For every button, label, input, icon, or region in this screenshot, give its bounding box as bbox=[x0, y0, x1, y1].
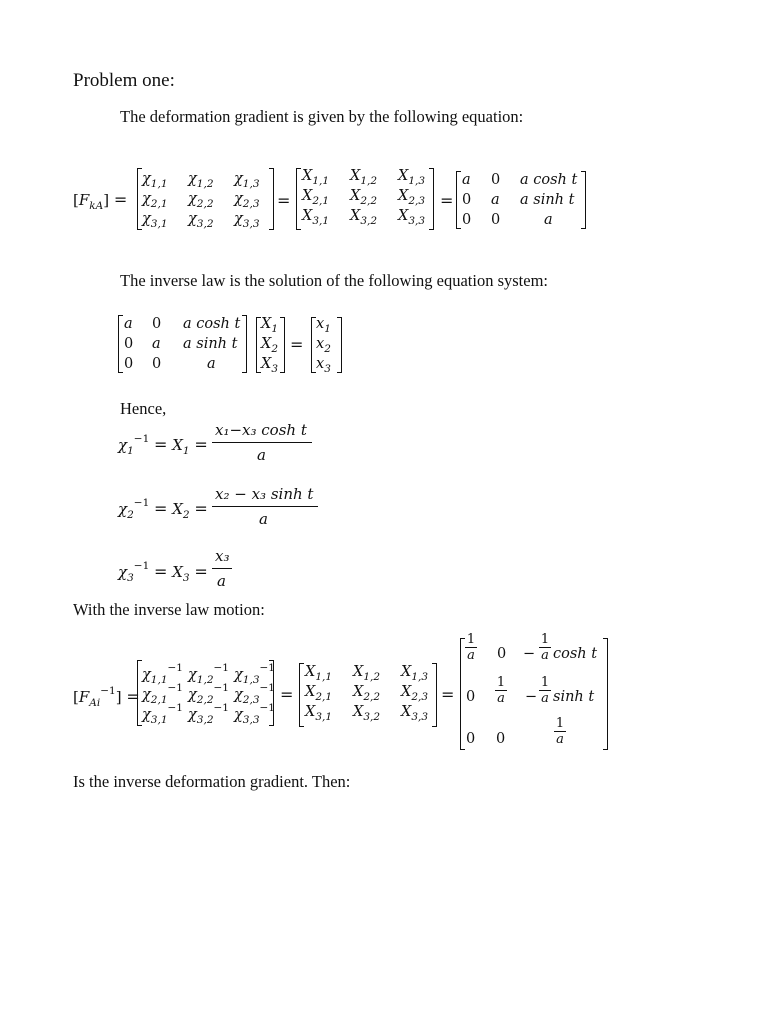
eq2-coeff-cell-3-3: a bbox=[207, 356, 216, 372]
eq3-X-cell-3-2: $X_{3,2}$ bbox=[353, 704, 381, 723]
eq3-chi-cell-2-2: $\chi_{2,2}^{-1}$ bbox=[188, 682, 229, 706]
eq1-result-cell-2-2: a bbox=[491, 192, 500, 208]
eq3-X-cell-2-1: $X_{2,1}$ bbox=[305, 684, 333, 703]
eq1-result-cell-1-2: 0 bbox=[491, 172, 501, 188]
eq3-result-1-1: 1 a bbox=[466, 632, 476, 663]
inverse-intro-paragraph: The inverse law is the solution of the following equation system: bbox=[120, 271, 549, 290]
sol2-lhs: $\chi_2^{-1} = X_2$ = bbox=[118, 497, 208, 521]
eq3-X-cell-1-1: $X_{1,1}$ bbox=[305, 664, 333, 683]
sol2-denominator: a bbox=[259, 510, 268, 528]
eq3-X-cell-3-3: $X_{3,3}$ bbox=[401, 704, 429, 723]
eq1-result-cell-1-3: a cosh t bbox=[520, 172, 578, 188]
eq3-result-2-3-minus: − bbox=[525, 689, 538, 705]
eq3-result-2-3-frac: 1 a bbox=[540, 675, 550, 706]
eq3-result-2-2: 1 a bbox=[496, 675, 506, 706]
eq3-result-3-2: 0 bbox=[496, 731, 506, 747]
eq1-chi-cell-1-1: $\chi_{1,1}$ bbox=[142, 171, 168, 190]
problem-heading: Problem one: bbox=[73, 70, 175, 91]
eq2-coeff-cell-3-2: 0 bbox=[152, 356, 162, 372]
eq1-X-cell-2-3: $X_{2,3}$ bbox=[398, 188, 426, 207]
sol3-denominator: a bbox=[217, 572, 226, 590]
eq3-equals-1: = bbox=[280, 685, 294, 704]
eq3-result-3-3: 1 a bbox=[555, 716, 565, 747]
eq3-X-cell-3-1: $X_{3,1}$ bbox=[305, 704, 333, 723]
conclusion-paragraph: Is the inverse deformation gradient. Then: bbox=[73, 772, 351, 791]
eq1-X-cell-1-2: $X_{1,2}$ bbox=[350, 168, 378, 187]
eq2-coeff-cell-3-1: 0 bbox=[124, 356, 134, 372]
eq2-coeff-cell-1-2: 0 bbox=[152, 316, 162, 332]
eq3-chi-cell-2-1: $\chi_{2,1}^{-1}$ bbox=[142, 682, 183, 706]
eq2-coeff-cell-2-3: a sinh t bbox=[183, 336, 238, 352]
eq2-X-cell-3: $X_3$ bbox=[261, 356, 279, 375]
eq1-X-cell-2-2: $X_{2,2}$ bbox=[350, 188, 378, 207]
eq3-result-1-2: 0 bbox=[497, 646, 507, 662]
eq3-chi-cell-3-3: $\chi_{3,3}^{-1}$ bbox=[234, 702, 275, 726]
with-inverse-paragraph: With the inverse law motion: bbox=[73, 600, 265, 619]
eq3-X-cell-2-3: $X_{2,3}$ bbox=[401, 684, 429, 703]
eq1-X-cell-1-1: $X_{1,1}$ bbox=[302, 168, 330, 187]
eq3-result-2-3-sinh: sinh t bbox=[553, 689, 595, 705]
eq3-result-1-3-frac: 1 a bbox=[540, 632, 550, 663]
sol2-numerator: x₂ − x₃ sinh t bbox=[215, 485, 314, 503]
eq1-result-cell-3-3: a bbox=[544, 212, 553, 228]
eq1-result-cell-1-1: a bbox=[462, 172, 471, 188]
sol2-fraction-line bbox=[212, 506, 318, 507]
eq1-result-cell-2-1: 0 bbox=[462, 192, 472, 208]
intro-paragraph: The deformation gradient is given by the following equation: bbox=[120, 107, 524, 126]
eq1-chi-cell-3-1: $\chi_{3,1}$ bbox=[142, 211, 168, 230]
eq1-X-cell-3-1: $X_{3,1}$ bbox=[302, 208, 330, 227]
eq2-coeff-cell-1-1: a bbox=[124, 316, 133, 332]
eq3-X-cell-2-2: $X_{2,2}$ bbox=[353, 684, 381, 703]
eq3-chi-cell-3-1: $\chi_{3,1}^{-1}$ bbox=[142, 702, 183, 726]
eq3-chi-cell-3-2: $\chi_{3,2}^{-1}$ bbox=[188, 702, 229, 726]
eq1-chi-cell-1-2: $\chi_{1,2}$ bbox=[188, 171, 214, 190]
sol3-lhs: $\chi_3^{-1} = X_3$ = bbox=[118, 560, 208, 584]
eq2-equals: = bbox=[290, 335, 304, 354]
eq1-chi-cell-2-1: $\chi_{2,1}$ bbox=[142, 191, 168, 210]
eq3-X-cell-1-3: $X_{1,3}$ bbox=[401, 664, 429, 683]
eq2-x-cell-2: $x_2$ bbox=[316, 336, 331, 355]
eq2-X-cell-1: $X_1$ bbox=[261, 316, 279, 335]
eq3-result-1-3-minus: − bbox=[523, 646, 536, 662]
eq2-x-cell-3: $x_3$ bbox=[316, 356, 331, 375]
eq1-chi-cell-3-3: $\chi_{3,3}$ bbox=[234, 211, 260, 230]
sol1-lhs: $\chi_1^{-1} = X_1$ = bbox=[118, 433, 208, 457]
eq3-chi-cell-2-3: $\chi_{2,3}^{-1}$ bbox=[234, 682, 275, 706]
eq1-chi-cell-3-2: $\chi_{3,2}$ bbox=[188, 211, 214, 230]
eq3-chi-cell-1-3: $\chi_{1,3}^{-1}$ bbox=[234, 662, 275, 686]
eq3-equals-2: = bbox=[441, 685, 455, 704]
eq2-x-cell-1: $x_1$ bbox=[316, 316, 331, 335]
eq1-X-cell-1-3: $X_{1,3}$ bbox=[398, 168, 426, 187]
sol3-fraction-line bbox=[212, 568, 232, 569]
eq3-X-cell-1-2: $X_{1,2}$ bbox=[353, 664, 381, 683]
eq2-coeff-cell-2-2: a bbox=[152, 336, 161, 352]
eq3-chi-cell-1-2: $\chi_{1,2}^{-1}$ bbox=[188, 662, 229, 686]
sol1-fraction-line bbox=[212, 442, 312, 443]
eq1-lhs: $[F_{kA}]$ = bbox=[73, 190, 128, 212]
eq2-coeff-cell-1-3: a cosh t bbox=[183, 316, 241, 332]
eq1-equals-2: = bbox=[440, 191, 454, 210]
eq1-X-cell-3-3: $X_{3,3}$ bbox=[398, 208, 426, 227]
eq3-chi-cell-1-1: $\chi_{1,1}^{-1}$ bbox=[142, 662, 183, 686]
eq1-result-cell-3-2: 0 bbox=[491, 212, 501, 228]
eq1-result-cell-2-3: a sinh t bbox=[520, 192, 575, 208]
eq1-equals-1: = bbox=[277, 191, 291, 210]
eq2-X-cell-2: $X_2$ bbox=[261, 336, 279, 355]
eq3-result-2-1: 0 bbox=[466, 689, 476, 705]
hence-paragraph: Hence, bbox=[120, 399, 167, 418]
sol1-numerator: x₁−x₃ cosh t bbox=[215, 421, 307, 439]
sol1-denominator: a bbox=[257, 446, 266, 464]
eq2-coeff-cell-2-1: 0 bbox=[124, 336, 134, 352]
eq3-lhs: $[F_{Ai}^{-1}]$ = bbox=[73, 685, 140, 709]
eq3-result-1-3-cosh: cosh t bbox=[553, 646, 598, 662]
eq1-chi-cell-2-3: $\chi_{2,3}$ bbox=[234, 191, 260, 210]
eq1-X-cell-3-2: $X_{3,2}$ bbox=[350, 208, 378, 227]
eq1-chi-cell-1-3: $\chi_{1,3}$ bbox=[234, 171, 260, 190]
eq1-result-cell-3-1: 0 bbox=[462, 212, 472, 228]
sol3-numerator: x₃ bbox=[215, 547, 230, 565]
eq1-chi-cell-2-2: $\chi_{2,2}$ bbox=[188, 191, 214, 210]
eq1-X-cell-2-1: $X_{2,1}$ bbox=[302, 188, 330, 207]
eq3-result-3-1: 0 bbox=[466, 731, 476, 747]
